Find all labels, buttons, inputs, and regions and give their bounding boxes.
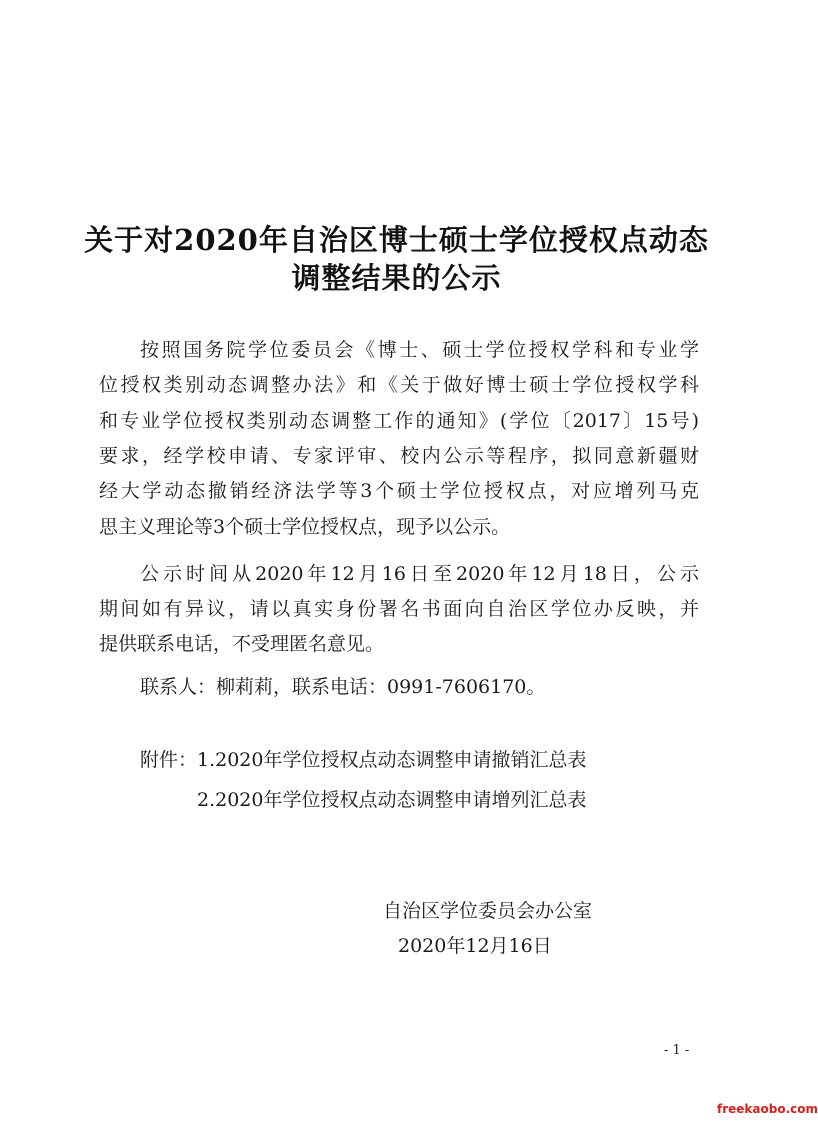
- body-text-line: 按照国务院学位委员会《博士、硕士学位授权学科和专业学: [140, 339, 699, 361]
- body-text-line: 思主义理论等3个硕士学位授权点，现予以公示。: [99, 516, 511, 538]
- body-text-line: 经大学动态撤销经济法学等3个硕士学位授权点，对应增列马克: [99, 480, 699, 502]
- body-text-line: 提供联系电话，不受理匿名意见。: [99, 633, 385, 655]
- document-title-line-1: 关于对2020年自治区博士硕士学位授权点动态: [84, 223, 709, 257]
- contact-line: 联系人：柳莉莉，联系电话：0991-7606170。: [140, 676, 546, 698]
- signature-date: 2020年12月16日: [398, 935, 552, 957]
- attachment-item-1: 1.2020年学位授权点动态调整申请撤销汇总表: [197, 749, 587, 771]
- body-text-line: 期间如有异议，请以真实身份署名书面向自治区学位办反映，并: [99, 598, 699, 620]
- body-text-line: 要求，经学校申请、专家评审、校内公示等程序，拟同意新疆财: [99, 445, 699, 467]
- body-text-line: 和专业学位授权类别动态调整工作的通知》(学位〔2017〕15号): [99, 410, 699, 432]
- attachments-label: 附件：: [140, 749, 198, 771]
- watermark-logo: freekaobo.com: [717, 1097, 793, 1122]
- body-text-line: 位授权类别动态调整办法》和《关于做好博士硕士学位授权学科: [99, 374, 699, 396]
- attachment-item-2: 2.2020年学位授权点动态调整申请增列汇总表: [197, 789, 587, 811]
- document-title-line-2: 调整结果的公示: [291, 261, 502, 295]
- page-number: - 1 -: [664, 1043, 690, 1058]
- body-text-line: 公示时间从2020年12月16日至2020年12月18日，公示: [140, 563, 699, 585]
- signature-organization: 自治区学位委员会办公室: [383, 900, 593, 922]
